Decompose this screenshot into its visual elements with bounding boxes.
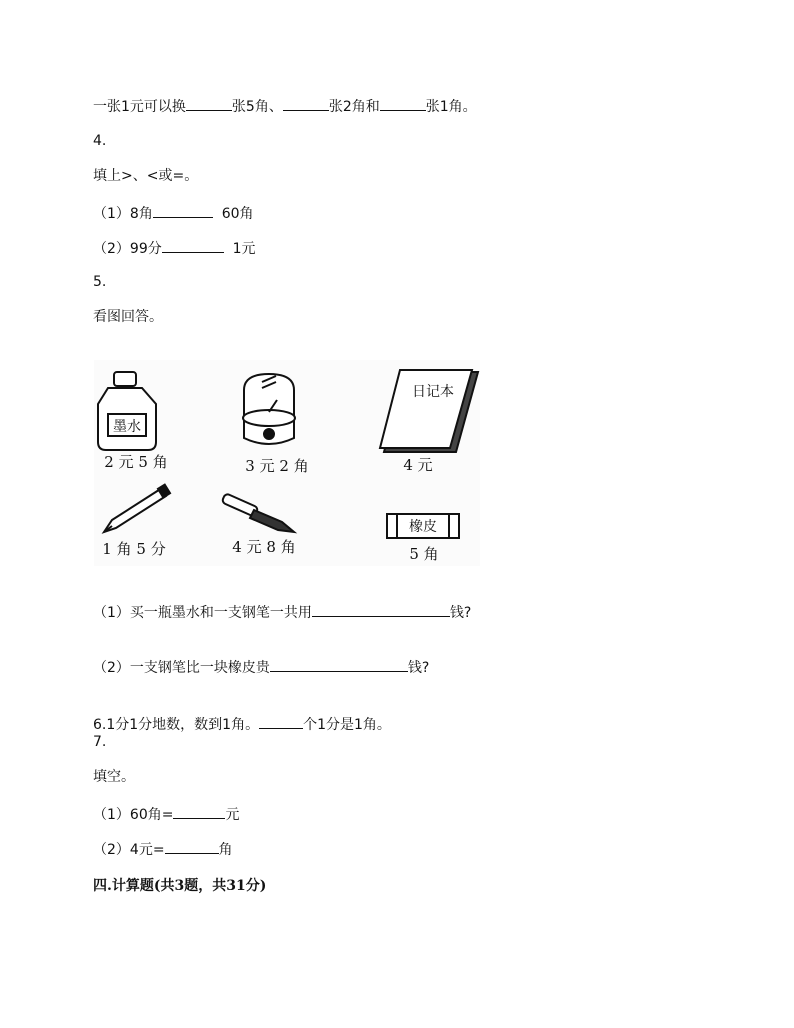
q5-item-2-suffix: 钱? (407, 660, 430, 676)
q4-item-1-suffix: 60角 (221, 206, 254, 222)
ink-label: 墨水 (113, 419, 141, 435)
q5-instruction: 看图回答。 (93, 309, 163, 325)
q3-text-b: 张5角、 (231, 99, 283, 115)
q7-instruction: 填空。 (93, 769, 135, 785)
q3-line (93, 96, 477, 116)
q4-number: 4. (93, 133, 107, 149)
q7-item-1 (93, 804, 239, 824)
answer-blank[interactable] (173, 804, 225, 819)
q6-prefix: 6.1分1分地数，数到1角。 (93, 717, 260, 733)
answer-blank[interactable] (186, 96, 232, 111)
answer-blank[interactable] (153, 203, 213, 218)
q4-item-1-prefix: （1）8角 (93, 206, 153, 222)
q4-item-2-prefix: （2）99分 (93, 241, 162, 257)
q6-line (93, 714, 391, 734)
q3-text-a: 一张1元可以换 (93, 99, 186, 115)
q4-item-1 (93, 203, 254, 223)
sharpener-price: 3 元 2 角 (245, 457, 309, 475)
answer-blank[interactable] (270, 657, 408, 672)
notebook-label: 日记本 (412, 384, 454, 400)
pen-price: 4 元 8 角 (232, 538, 296, 556)
q4-item-2 (93, 238, 256, 258)
q5-item-2-prefix: （2）一支钢笔比一块橡皮贵 (93, 660, 270, 676)
answer-blank[interactable] (165, 839, 219, 854)
answer-blank[interactable] (259, 714, 303, 729)
section-heading: 四.计算题(共3题，共31分) (93, 878, 267, 894)
q5-item-1-suffix: 钱? (449, 605, 472, 621)
q7-item-2-suffix: 角 (218, 842, 233, 858)
q3-text-d: 张1角。 (425, 99, 477, 115)
answer-blank[interactable] (380, 96, 426, 111)
q4-item-2-suffix: 1元 (232, 241, 256, 257)
answer-blank[interactable] (162, 238, 224, 253)
notebook-price: 4 元 (403, 456, 433, 474)
q5-item-2 (93, 657, 429, 677)
pencil-price: 1 角 5 分 (102, 540, 166, 558)
q7-number: 7. (93, 734, 107, 750)
q3-text-c: 张2角和 (328, 99, 380, 115)
q4-instruction: 填上>、<或=。 (93, 168, 199, 184)
stationery-price-figure (94, 360, 480, 566)
answer-blank[interactable] (312, 602, 450, 617)
q7-item-2 (93, 839, 233, 859)
q7-item-1-prefix: （1）60角= (93, 807, 174, 823)
ink-price: 2 元 5 角 (104, 453, 168, 471)
q7-item-1-suffix: 元 (225, 807, 240, 823)
q5-item-1-prefix: （1）买一瓶墨水和一支钢笔一共用 (93, 605, 312, 621)
sharpener-icon (243, 374, 295, 444)
eraser-price: 5 角 (409, 545, 439, 563)
q7-item-2-prefix: （2）4元= (93, 842, 165, 858)
eraser-label: 橡皮 (409, 519, 437, 535)
answer-blank[interactable] (283, 96, 329, 111)
q5-number: 5. (93, 274, 107, 290)
q6-suffix: 个1分是1角。 (303, 717, 391, 733)
q5-item-1 (93, 602, 471, 622)
